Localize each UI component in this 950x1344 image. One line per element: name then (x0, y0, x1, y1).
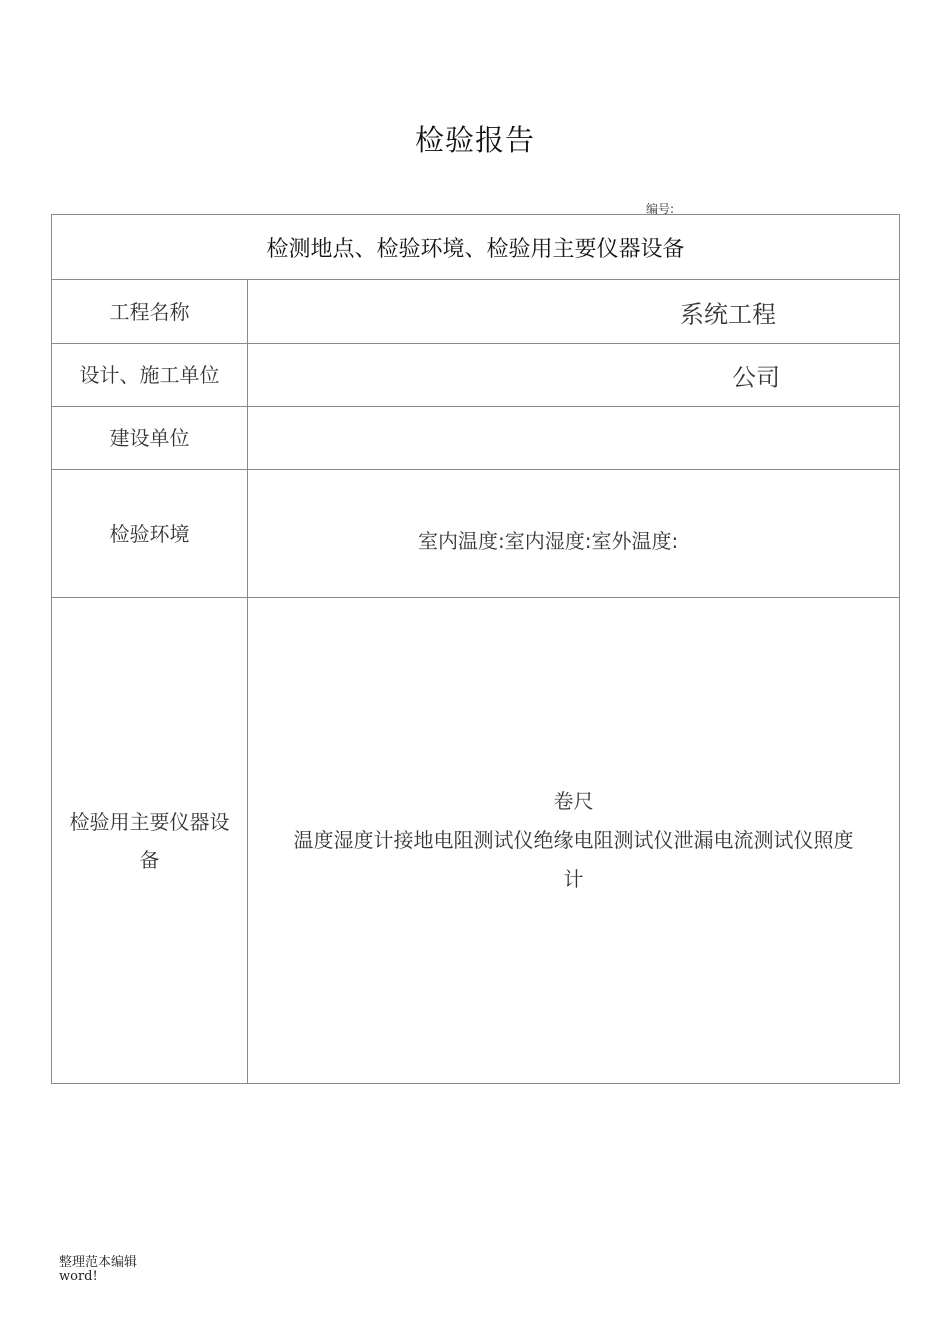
main-equipment-cell (248, 598, 900, 1084)
main-equipment-label-line2: 备 (139, 847, 160, 872)
equipment-line-1: 卷尺 (553, 789, 594, 813)
table-row (52, 280, 900, 344)
inspection-environment-cell (248, 470, 900, 598)
serial-number-label: 编号: (646, 202, 675, 216)
main-equipment-list (248, 782, 899, 899)
report-title: 检验报告 (414, 123, 535, 157)
footer-note: 整理范本编辑 (59, 1255, 138, 1270)
inspection-table (51, 214, 900, 1084)
table-row (52, 407, 900, 470)
table-header-row (52, 215, 900, 280)
equipment-line-3: 计 (563, 867, 584, 891)
table-row (52, 344, 900, 407)
project-name-cell (248, 280, 900, 344)
design-construction-unit-cell (248, 344, 900, 407)
owner-unit-value (248, 407, 900, 470)
project-name-label: 工程名称 (52, 280, 248, 344)
design-construction-unit-value: 公司 (732, 363, 780, 392)
owner-unit-label: 建设单位 (52, 407, 248, 470)
project-name-value: 系统工程 (680, 300, 776, 328)
equipment-line-2: 温度湿度计接地电阻测试仪绝缘电阻测试仪泄漏电流测试仪照度 (293, 828, 854, 852)
table-row (52, 470, 900, 598)
main-equipment-label-line1: 检验用主要仪器设 (69, 809, 230, 834)
main-equipment-label (52, 598, 248, 1084)
footer-word: word! (59, 1269, 98, 1284)
table-header: 检测地点、检验环境、检验用主要仪器设备 (52, 215, 900, 280)
design-construction-unit-label: 设计、施工单位 (52, 344, 248, 407)
table-row (52, 598, 900, 1084)
inspection-environment-label: 检验环境 (52, 470, 248, 598)
inspection-environment-value: 室内温度:室内湿度:室外温度: (418, 529, 679, 553)
